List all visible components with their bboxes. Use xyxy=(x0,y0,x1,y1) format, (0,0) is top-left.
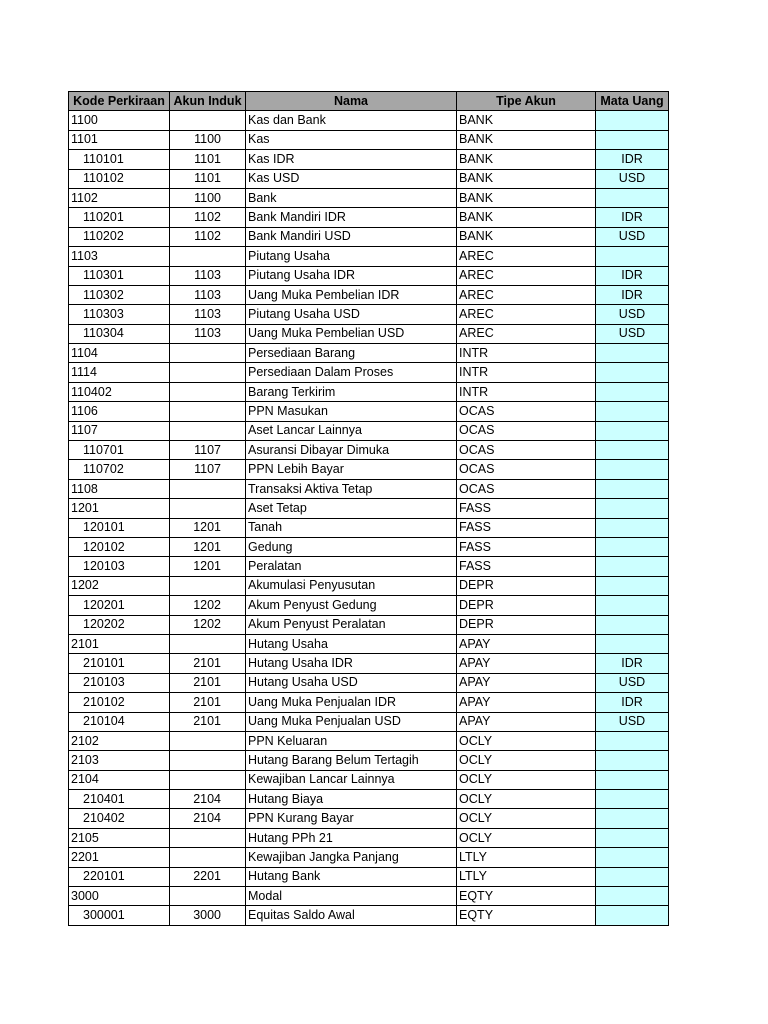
cell-mata-uang[interactable] xyxy=(596,848,669,867)
cell-akun-induk[interactable]: 2101 xyxy=(170,712,246,731)
cell-akun-induk[interactable]: 1201 xyxy=(170,537,246,556)
cell-akun-induk[interactable] xyxy=(170,848,246,867)
cell-tipe-akun[interactable]: DEPR xyxy=(457,576,596,595)
cell-tipe-akun[interactable]: APAY xyxy=(457,712,596,731)
cell-mata-uang[interactable]: USD xyxy=(596,305,669,324)
cell-tipe-akun[interactable]: APAY xyxy=(457,693,596,712)
cell-kode-perkiraan[interactable]: 2105 xyxy=(69,828,170,847)
cell-mata-uang[interactable]: USD xyxy=(596,324,669,343)
cell-kode-perkiraan[interactable]: 1102 xyxy=(69,188,170,207)
table-row xyxy=(69,615,669,634)
cell-tipe-akun[interactable]: OCAS xyxy=(457,460,596,479)
cell-kode-perkiraan[interactable]: 1114 xyxy=(69,363,170,382)
cell-nama[interactable]: Aset Lancar Lainnya xyxy=(246,421,457,440)
cell-mata-uang[interactable]: IDR xyxy=(596,693,669,712)
cell-nama[interactable]: Asuransi Dibayar Dimuka xyxy=(246,441,457,460)
cell-mata-uang[interactable] xyxy=(596,402,669,421)
cell-mata-uang[interactable] xyxy=(596,731,669,750)
cell-mata-uang[interactable] xyxy=(596,867,669,886)
cell-mata-uang[interactable] xyxy=(596,576,669,595)
cell-kode-perkiraan[interactable]: 120102 xyxy=(69,537,170,556)
table-row xyxy=(69,731,669,750)
cell-kode-perkiraan[interactable]: 300001 xyxy=(69,906,170,925)
cell-kode-perkiraan[interactable]: 1101 xyxy=(69,130,170,149)
table-row xyxy=(69,150,669,169)
cell-akun-induk[interactable]: 1103 xyxy=(170,266,246,285)
cell-akun-induk[interactable]: 2101 xyxy=(170,693,246,712)
cell-tipe-akun[interactable]: OCAS xyxy=(457,421,596,440)
cell-nama[interactable]: Bank Mandiri IDR xyxy=(246,208,457,227)
table-row xyxy=(69,751,669,770)
cell-kode-perkiraan[interactable]: 2101 xyxy=(69,634,170,653)
cell-akun-induk[interactable]: 2101 xyxy=(170,654,246,673)
cell-tipe-akun[interactable]: OCLY xyxy=(457,809,596,828)
cell-akun-induk[interactable]: 1107 xyxy=(170,441,246,460)
cell-tipe-akun[interactable]: BANK xyxy=(457,150,596,169)
cell-mata-uang[interactable] xyxy=(596,770,669,789)
table-row xyxy=(69,421,669,440)
table-row xyxy=(69,169,669,188)
cell-kode-perkiraan[interactable]: 1107 xyxy=(69,421,170,440)
table-body xyxy=(69,111,669,925)
cell-akun-induk[interactable]: 1107 xyxy=(170,460,246,479)
cell-kode-perkiraan[interactable]: 210103 xyxy=(69,673,170,692)
cell-mata-uang[interactable]: IDR xyxy=(596,285,669,304)
table-row xyxy=(69,382,669,401)
header-mata-uang: Mata Uang xyxy=(596,92,669,111)
cell-kode-perkiraan[interactable]: 2201 xyxy=(69,848,170,867)
cell-tipe-akun[interactable]: DEPR xyxy=(457,596,596,615)
cell-tipe-akun[interactable]: APAY xyxy=(457,634,596,653)
table-row xyxy=(69,479,669,498)
cell-kode-perkiraan[interactable]: 210102 xyxy=(69,693,170,712)
cell-tipe-akun[interactable]: OCLY xyxy=(457,790,596,809)
cell-nama[interactable]: Bank Mandiri USD xyxy=(246,227,457,246)
cell-kode-perkiraan[interactable]: 110102 xyxy=(69,169,170,188)
cell-nama[interactable]: Kas dan Bank xyxy=(246,111,457,130)
cell-tipe-akun[interactable]: APAY xyxy=(457,654,596,673)
cell-mata-uang[interactable] xyxy=(596,828,669,847)
cell-tipe-akun[interactable]: APAY xyxy=(457,673,596,692)
cell-tipe-akun[interactable]: AREC xyxy=(457,247,596,266)
cell-akun-induk[interactable] xyxy=(170,111,246,130)
cell-akun-induk[interactable]: 2201 xyxy=(170,867,246,886)
cell-nama[interactable]: Peralatan xyxy=(246,557,457,576)
cell-kode-perkiraan[interactable]: 1202 xyxy=(69,576,170,595)
cell-kode-perkiraan[interactable]: 110304 xyxy=(69,324,170,343)
cell-tipe-akun[interactable]: AREC xyxy=(457,285,596,304)
table-row xyxy=(69,305,669,324)
cell-mata-uang[interactable] xyxy=(596,809,669,828)
cell-tipe-akun[interactable]: OCLY xyxy=(457,751,596,770)
table-row xyxy=(69,499,669,518)
cell-akun-induk[interactable] xyxy=(170,770,246,789)
cell-mata-uang[interactable] xyxy=(596,615,669,634)
cell-tipe-akun[interactable]: INTR xyxy=(457,363,596,382)
cell-tipe-akun[interactable]: EQTY xyxy=(457,887,596,906)
table-row xyxy=(69,906,669,925)
cell-mata-uang[interactable] xyxy=(596,790,669,809)
table-row xyxy=(69,634,669,653)
cell-akun-induk[interactable] xyxy=(170,634,246,653)
cell-mata-uang[interactable]: USD xyxy=(596,673,669,692)
cell-kode-perkiraan[interactable]: 110302 xyxy=(69,285,170,304)
cell-nama[interactable]: Akum Penyust Peralatan xyxy=(246,615,457,634)
cell-nama[interactable]: Hutang Barang Belum Tertagih xyxy=(246,751,457,770)
cell-nama[interactable]: Kewajiban Lancar Lainnya xyxy=(246,770,457,789)
cell-kode-perkiraan[interactable]: 2102 xyxy=(69,731,170,750)
table-row xyxy=(69,770,669,789)
table-row xyxy=(69,247,669,266)
cell-akun-induk[interactable]: 1103 xyxy=(170,285,246,304)
cell-nama[interactable]: Hutang PPh 21 xyxy=(246,828,457,847)
cell-kode-perkiraan[interactable]: 110101 xyxy=(69,150,170,169)
cell-mata-uang[interactable] xyxy=(596,518,669,537)
cell-mata-uang[interactable] xyxy=(596,247,669,266)
cell-nama[interactable]: Uang Muka Pembelian USD xyxy=(246,324,457,343)
cell-akun-induk[interactable]: 1202 xyxy=(170,615,246,634)
cell-mata-uang[interactable] xyxy=(596,751,669,770)
cell-akun-induk[interactable]: 2104 xyxy=(170,809,246,828)
cell-akun-induk[interactable]: 2101 xyxy=(170,673,246,692)
table-row xyxy=(69,537,669,556)
cell-tipe-akun[interactable]: LTLY xyxy=(457,848,596,867)
cell-tipe-akun[interactable]: OCLY xyxy=(457,828,596,847)
header-akun-induk: Akun Induk xyxy=(170,92,246,111)
cell-kode-perkiraan[interactable]: 110301 xyxy=(69,266,170,285)
cell-tipe-akun[interactable]: BANK xyxy=(457,208,596,227)
cell-akun-induk[interactable]: 1100 xyxy=(170,130,246,149)
cell-mata-uang[interactable]: USD xyxy=(596,169,669,188)
table-row xyxy=(69,285,669,304)
cell-tipe-akun[interactable]: FASS xyxy=(457,537,596,556)
cell-akun-induk[interactable] xyxy=(170,887,246,906)
cell-tipe-akun[interactable]: FASS xyxy=(457,499,596,518)
header-row xyxy=(69,92,669,111)
cell-mata-uang[interactable]: IDR xyxy=(596,150,669,169)
cell-akun-induk[interactable]: 1201 xyxy=(170,557,246,576)
cell-tipe-akun[interactable]: DEPR xyxy=(457,615,596,634)
cell-nama[interactable]: Hutang Usaha USD xyxy=(246,673,457,692)
cell-nama[interactable]: PPN Keluaran xyxy=(246,731,457,750)
cell-nama[interactable]: Piutang Usaha USD xyxy=(246,305,457,324)
table-row xyxy=(69,208,669,227)
cell-mata-uang[interactable] xyxy=(596,111,669,130)
cell-nama[interactable]: Piutang Usaha IDR xyxy=(246,266,457,285)
cell-mata-uang[interactable] xyxy=(596,344,669,363)
cell-kode-perkiraan[interactable]: 120201 xyxy=(69,596,170,615)
cell-nama[interactable]: Kas USD xyxy=(246,169,457,188)
cell-akun-induk[interactable]: 1201 xyxy=(170,518,246,537)
cell-mata-uang[interactable] xyxy=(596,441,669,460)
cell-akun-induk[interactable]: 1100 xyxy=(170,188,246,207)
cell-nama[interactable]: Tanah xyxy=(246,518,457,537)
cell-kode-perkiraan[interactable]: 2103 xyxy=(69,751,170,770)
table-row xyxy=(69,828,669,847)
table-row xyxy=(69,363,669,382)
table-row xyxy=(69,867,669,886)
cell-kode-perkiraan[interactable]: 210401 xyxy=(69,790,170,809)
cell-mata-uang[interactable] xyxy=(596,557,669,576)
cell-tipe-akun[interactable]: LTLY xyxy=(457,867,596,886)
cell-kode-perkiraan[interactable]: 110202 xyxy=(69,227,170,246)
cell-tipe-akun[interactable]: FASS xyxy=(457,518,596,537)
cell-nama[interactable]: Hutang Biaya xyxy=(246,790,457,809)
cell-kode-perkiraan[interactable]: 1108 xyxy=(69,479,170,498)
table-row xyxy=(69,441,669,460)
table-row xyxy=(69,227,669,246)
cell-tipe-akun[interactable]: BANK xyxy=(457,169,596,188)
cell-nama[interactable]: Persediaan Barang xyxy=(246,344,457,363)
table-row xyxy=(69,460,669,479)
cell-mata-uang[interactable] xyxy=(596,906,669,925)
cell-nama[interactable]: Hutang Usaha xyxy=(246,634,457,653)
cell-kode-perkiraan[interactable]: 220101 xyxy=(69,867,170,886)
cell-nama[interactable]: PPN Masukan xyxy=(246,402,457,421)
cell-mata-uang[interactable]: IDR xyxy=(596,266,669,285)
cell-nama[interactable]: PPN Lebih Bayar xyxy=(246,460,457,479)
cell-nama[interactable]: Piutang Usaha xyxy=(246,247,457,266)
cell-nama[interactable]: Equitas Saldo Awal xyxy=(246,906,457,925)
cell-kode-perkiraan[interactable]: 210101 xyxy=(69,654,170,673)
cell-kode-perkiraan[interactable]: 110701 xyxy=(69,441,170,460)
cell-nama[interactable]: Bank xyxy=(246,188,457,207)
cell-mata-uang[interactable] xyxy=(596,460,669,479)
cell-akun-induk[interactable]: 1102 xyxy=(170,227,246,246)
cell-tipe-akun[interactable]: OCAS xyxy=(457,441,596,460)
cell-mata-uang[interactable] xyxy=(596,382,669,401)
cell-akun-induk[interactable] xyxy=(170,828,246,847)
cell-mata-uang[interactable] xyxy=(596,634,669,653)
cell-mata-uang[interactable] xyxy=(596,887,669,906)
table-row xyxy=(69,266,669,285)
cell-nama[interactable]: Uang Muka Penjualan USD xyxy=(246,712,457,731)
table-row xyxy=(69,809,669,828)
cell-tipe-akun[interactable]: OCLY xyxy=(457,770,596,789)
cell-mata-uang[interactable]: IDR xyxy=(596,654,669,673)
table-row xyxy=(69,790,669,809)
table-row xyxy=(69,887,669,906)
cell-kode-perkiraan[interactable]: 1106 xyxy=(69,402,170,421)
cell-mata-uang[interactable] xyxy=(596,596,669,615)
cell-akun-induk[interactable] xyxy=(170,479,246,498)
cell-nama[interactable]: Uang Muka Penjualan IDR xyxy=(246,693,457,712)
cell-nama[interactable]: Kewajiban Jangka Panjang xyxy=(246,848,457,867)
cell-tipe-akun[interactable]: OCAS xyxy=(457,479,596,498)
cell-mata-uang[interactable] xyxy=(596,537,669,556)
table-row xyxy=(69,654,669,673)
cell-tipe-akun[interactable]: BANK xyxy=(457,227,596,246)
cell-kode-perkiraan[interactable]: 110201 xyxy=(69,208,170,227)
table-row xyxy=(69,848,669,867)
cell-kode-perkiraan[interactable]: 110402 xyxy=(69,382,170,401)
cell-mata-uang[interactable] xyxy=(596,188,669,207)
cell-nama[interactable]: PPN Kurang Bayar xyxy=(246,809,457,828)
cell-tipe-akun[interactable]: OCAS xyxy=(457,402,596,421)
cell-akun-induk[interactable]: 1101 xyxy=(170,150,246,169)
cell-akun-induk[interactable] xyxy=(170,344,246,363)
cell-nama[interactable]: Kas IDR xyxy=(246,150,457,169)
table-row xyxy=(69,518,669,537)
cell-tipe-akun[interactable]: AREC xyxy=(457,324,596,343)
header-kode-perkiraan: Kode Perkiraan xyxy=(69,92,170,111)
table-row xyxy=(69,344,669,363)
table-row xyxy=(69,693,669,712)
cell-nama[interactable]: Aset Tetap xyxy=(246,499,457,518)
cell-mata-uang[interactable] xyxy=(596,479,669,498)
cell-nama[interactable]: Transaksi Aktiva Tetap xyxy=(246,479,457,498)
cell-akun-induk[interactable] xyxy=(170,363,246,382)
table-row xyxy=(69,402,669,421)
table-row xyxy=(69,111,669,130)
table-row xyxy=(69,188,669,207)
cell-tipe-akun[interactable]: AREC xyxy=(457,266,596,285)
cell-nama[interactable]: Uang Muka Pembelian IDR xyxy=(246,285,457,304)
cell-kode-perkiraan[interactable]: 210104 xyxy=(69,712,170,731)
header-nama: Nama xyxy=(246,92,457,111)
cell-nama[interactable]: Kas xyxy=(246,130,457,149)
table-row xyxy=(69,673,669,692)
cell-tipe-akun[interactable]: OCLY xyxy=(457,731,596,750)
cell-kode-perkiraan[interactable]: 110702 xyxy=(69,460,170,479)
cell-akun-induk[interactable] xyxy=(170,421,246,440)
cell-kode-perkiraan[interactable]: 1103 xyxy=(69,247,170,266)
cell-nama[interactable]: Persediaan Dalam Proses xyxy=(246,363,457,382)
cell-kode-perkiraan[interactable]: 1104 xyxy=(69,344,170,363)
cell-tipe-akun[interactable]: INTR xyxy=(457,382,596,401)
cell-nama[interactable]: Modal xyxy=(246,887,457,906)
cell-kode-perkiraan[interactable]: 120103 xyxy=(69,557,170,576)
cell-akun-induk[interactable] xyxy=(170,576,246,595)
cell-akun-induk[interactable] xyxy=(170,382,246,401)
cell-akun-induk[interactable] xyxy=(170,247,246,266)
cell-mata-uang[interactable] xyxy=(596,499,669,518)
table-row xyxy=(69,576,669,595)
cell-tipe-akun[interactable]: FASS xyxy=(457,557,596,576)
cell-tipe-akun[interactable]: BANK xyxy=(457,188,596,207)
cell-kode-perkiraan[interactable]: 110303 xyxy=(69,305,170,324)
table-row xyxy=(69,712,669,731)
cell-akun-induk[interactable]: 2104 xyxy=(170,790,246,809)
cell-nama[interactable]: Gedung xyxy=(246,537,457,556)
table-row xyxy=(69,596,669,615)
cell-kode-perkiraan[interactable]: 3000 xyxy=(69,887,170,906)
cell-akun-induk[interactable] xyxy=(170,731,246,750)
cell-akun-induk[interactable]: 1103 xyxy=(170,324,246,343)
cell-tipe-akun[interactable]: BANK xyxy=(457,130,596,149)
cell-tipe-akun[interactable]: EQTY xyxy=(457,906,596,925)
cell-nama[interactable]: Akum Penyust Gedung xyxy=(246,596,457,615)
cell-akun-induk[interactable]: 1103 xyxy=(170,305,246,324)
cell-akun-induk[interactable]: 1102 xyxy=(170,208,246,227)
table-row xyxy=(69,324,669,343)
cell-mata-uang[interactable] xyxy=(596,363,669,382)
cell-kode-perkiraan[interactable]: 210402 xyxy=(69,809,170,828)
cell-akun-induk[interactable] xyxy=(170,751,246,770)
cell-mata-uang[interactable] xyxy=(596,421,669,440)
chart-of-accounts-table xyxy=(68,91,669,926)
cell-akun-induk[interactable] xyxy=(170,499,246,518)
cell-tipe-akun[interactable]: BANK xyxy=(457,111,596,130)
cell-kode-perkiraan[interactable]: 2104 xyxy=(69,770,170,789)
cell-mata-uang[interactable]: USD xyxy=(596,712,669,731)
cell-akun-induk[interactable]: 1202 xyxy=(170,596,246,615)
cell-tipe-akun[interactable]: AREC xyxy=(457,305,596,324)
table-row xyxy=(69,130,669,149)
cell-kode-perkiraan[interactable]: 120101 xyxy=(69,518,170,537)
cell-kode-perkiraan[interactable]: 120202 xyxy=(69,615,170,634)
cell-nama[interactable]: Barang Terkirim xyxy=(246,382,457,401)
cell-mata-uang[interactable]: IDR xyxy=(596,208,669,227)
cell-tipe-akun[interactable]: INTR xyxy=(457,344,596,363)
cell-akun-induk[interactable] xyxy=(170,402,246,421)
cell-nama[interactable]: Hutang Bank xyxy=(246,867,457,886)
cell-nama[interactable]: Akumulasi Penyusutan xyxy=(246,576,457,595)
cell-akun-induk[interactable]: 3000 xyxy=(170,906,246,925)
cell-kode-perkiraan[interactable]: 1201 xyxy=(69,499,170,518)
cell-mata-uang[interactable] xyxy=(596,130,669,149)
header-tipe-akun: Tipe Akun xyxy=(457,92,596,111)
table-row xyxy=(69,557,669,576)
cell-akun-induk[interactable]: 1101 xyxy=(170,169,246,188)
cell-mata-uang[interactable]: USD xyxy=(596,227,669,246)
cell-nama[interactable]: Hutang Usaha IDR xyxy=(246,654,457,673)
cell-kode-perkiraan[interactable]: 1100 xyxy=(69,111,170,130)
